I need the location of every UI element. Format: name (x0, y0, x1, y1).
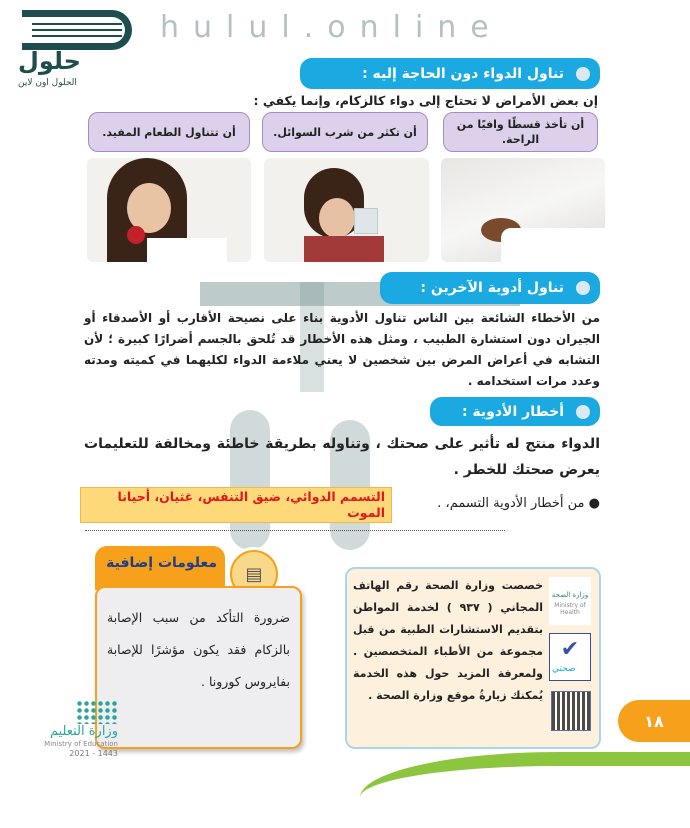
tip-rest: أن تأخذ قسطًا وافيًا من الراحة. (443, 112, 598, 152)
site-logo: حلول الحلول اون لاين (10, 5, 135, 93)
tip-fluids: أن تكثر من شرب السوائل. (262, 112, 428, 152)
page-number: ١٨ (618, 700, 690, 742)
extra-info-box: ضرورة التأكد من سبب الإصابة بالزكام فقد يكون مؤشرًا للإصابة بفايروس كورونا . (95, 586, 302, 749)
green-swoosh (360, 752, 690, 828)
moh-english-name: Ministry of Health (554, 602, 586, 616)
risks-bullet: ● من أخطار الأدوية التسمم، . (437, 496, 600, 511)
risks-paragraph: الدواء منتج له تأثير على صحتك ، وتناوله بطريقة خاطئة ومخالفة للتعليمات يعرض صحتك للخطر . (84, 436, 600, 478)
others-medicine-paragraph: من الأخطاء الشائعة بين الناس تناول الأدوية بناء على نصيحة الأقارب أو الأصدقاء أو الجيران دون استشارة الطبيب ، ومثل هذه الأخطار قد تُلحق بالجسم أضرارًا كبيرة ؛ لأن التشابه في أعراض المرض بين شخصين لا يعني ملاءمة الدواء لكليهما في كميته ومدته وعدد مرات استخدامه . (84, 311, 600, 388)
intro-text: إن بعض الأمراض لا تحتاج إلى دواء كالزكام، وإنما يكفي : (253, 93, 598, 108)
tip-food: أن تتناول الطعام المفيد. (88, 112, 250, 152)
ministry-dots-icon (76, 700, 118, 724)
bullet-dot-icon (576, 67, 590, 81)
health-ministry-box (345, 567, 601, 749)
moh-logo: وزارة الصحة Ministry of Health (549, 577, 591, 625)
watermark-latin: hulul.online (160, 10, 503, 45)
extra-info-tab: معلومات إضافية (95, 546, 225, 590)
section-heading-unneeded-medicine: تناول الدواء دون الحاجة إليه : (300, 58, 600, 89)
answer-highlight[interactable]: التسمم الدوائي، ضيق التنفس، غثيان، أحيانا الموت (80, 487, 392, 523)
photo-girl-eating (87, 158, 251, 262)
bullet-dot-icon (576, 281, 590, 295)
section-heading-medicine-risks: أخطار الأدوية : (430, 397, 600, 426)
section-heading-others-medicine: تناول أدوية الآخرين : (380, 272, 600, 304)
health-text: خصصت وزارة الصحة رقم الهاتف المجاني ( ٩٣٧ ) لخدمة المواطن بتقديم الاستشارات الطبية من قبل مجموعة من الأطباء المتخصصين . ولمعرفة المزيد حول هذه الخدمة يُمكنك زيارةُ موقع وزارة الصحة . (353, 579, 543, 702)
bullet-dot-icon (576, 405, 590, 419)
photo-girl-resting (441, 158, 605, 262)
qr-code[interactable] (551, 691, 591, 731)
notes-icon: ▤ (230, 550, 278, 598)
ministry-logo: وزارة التعليم Ministry of Education 2021 - 1443 (28, 700, 118, 759)
photo-girl-drinking (264, 158, 429, 262)
sehhaty-app-icon: ✔ صحتي (549, 633, 591, 681)
answer-dotted-line (85, 530, 505, 531)
